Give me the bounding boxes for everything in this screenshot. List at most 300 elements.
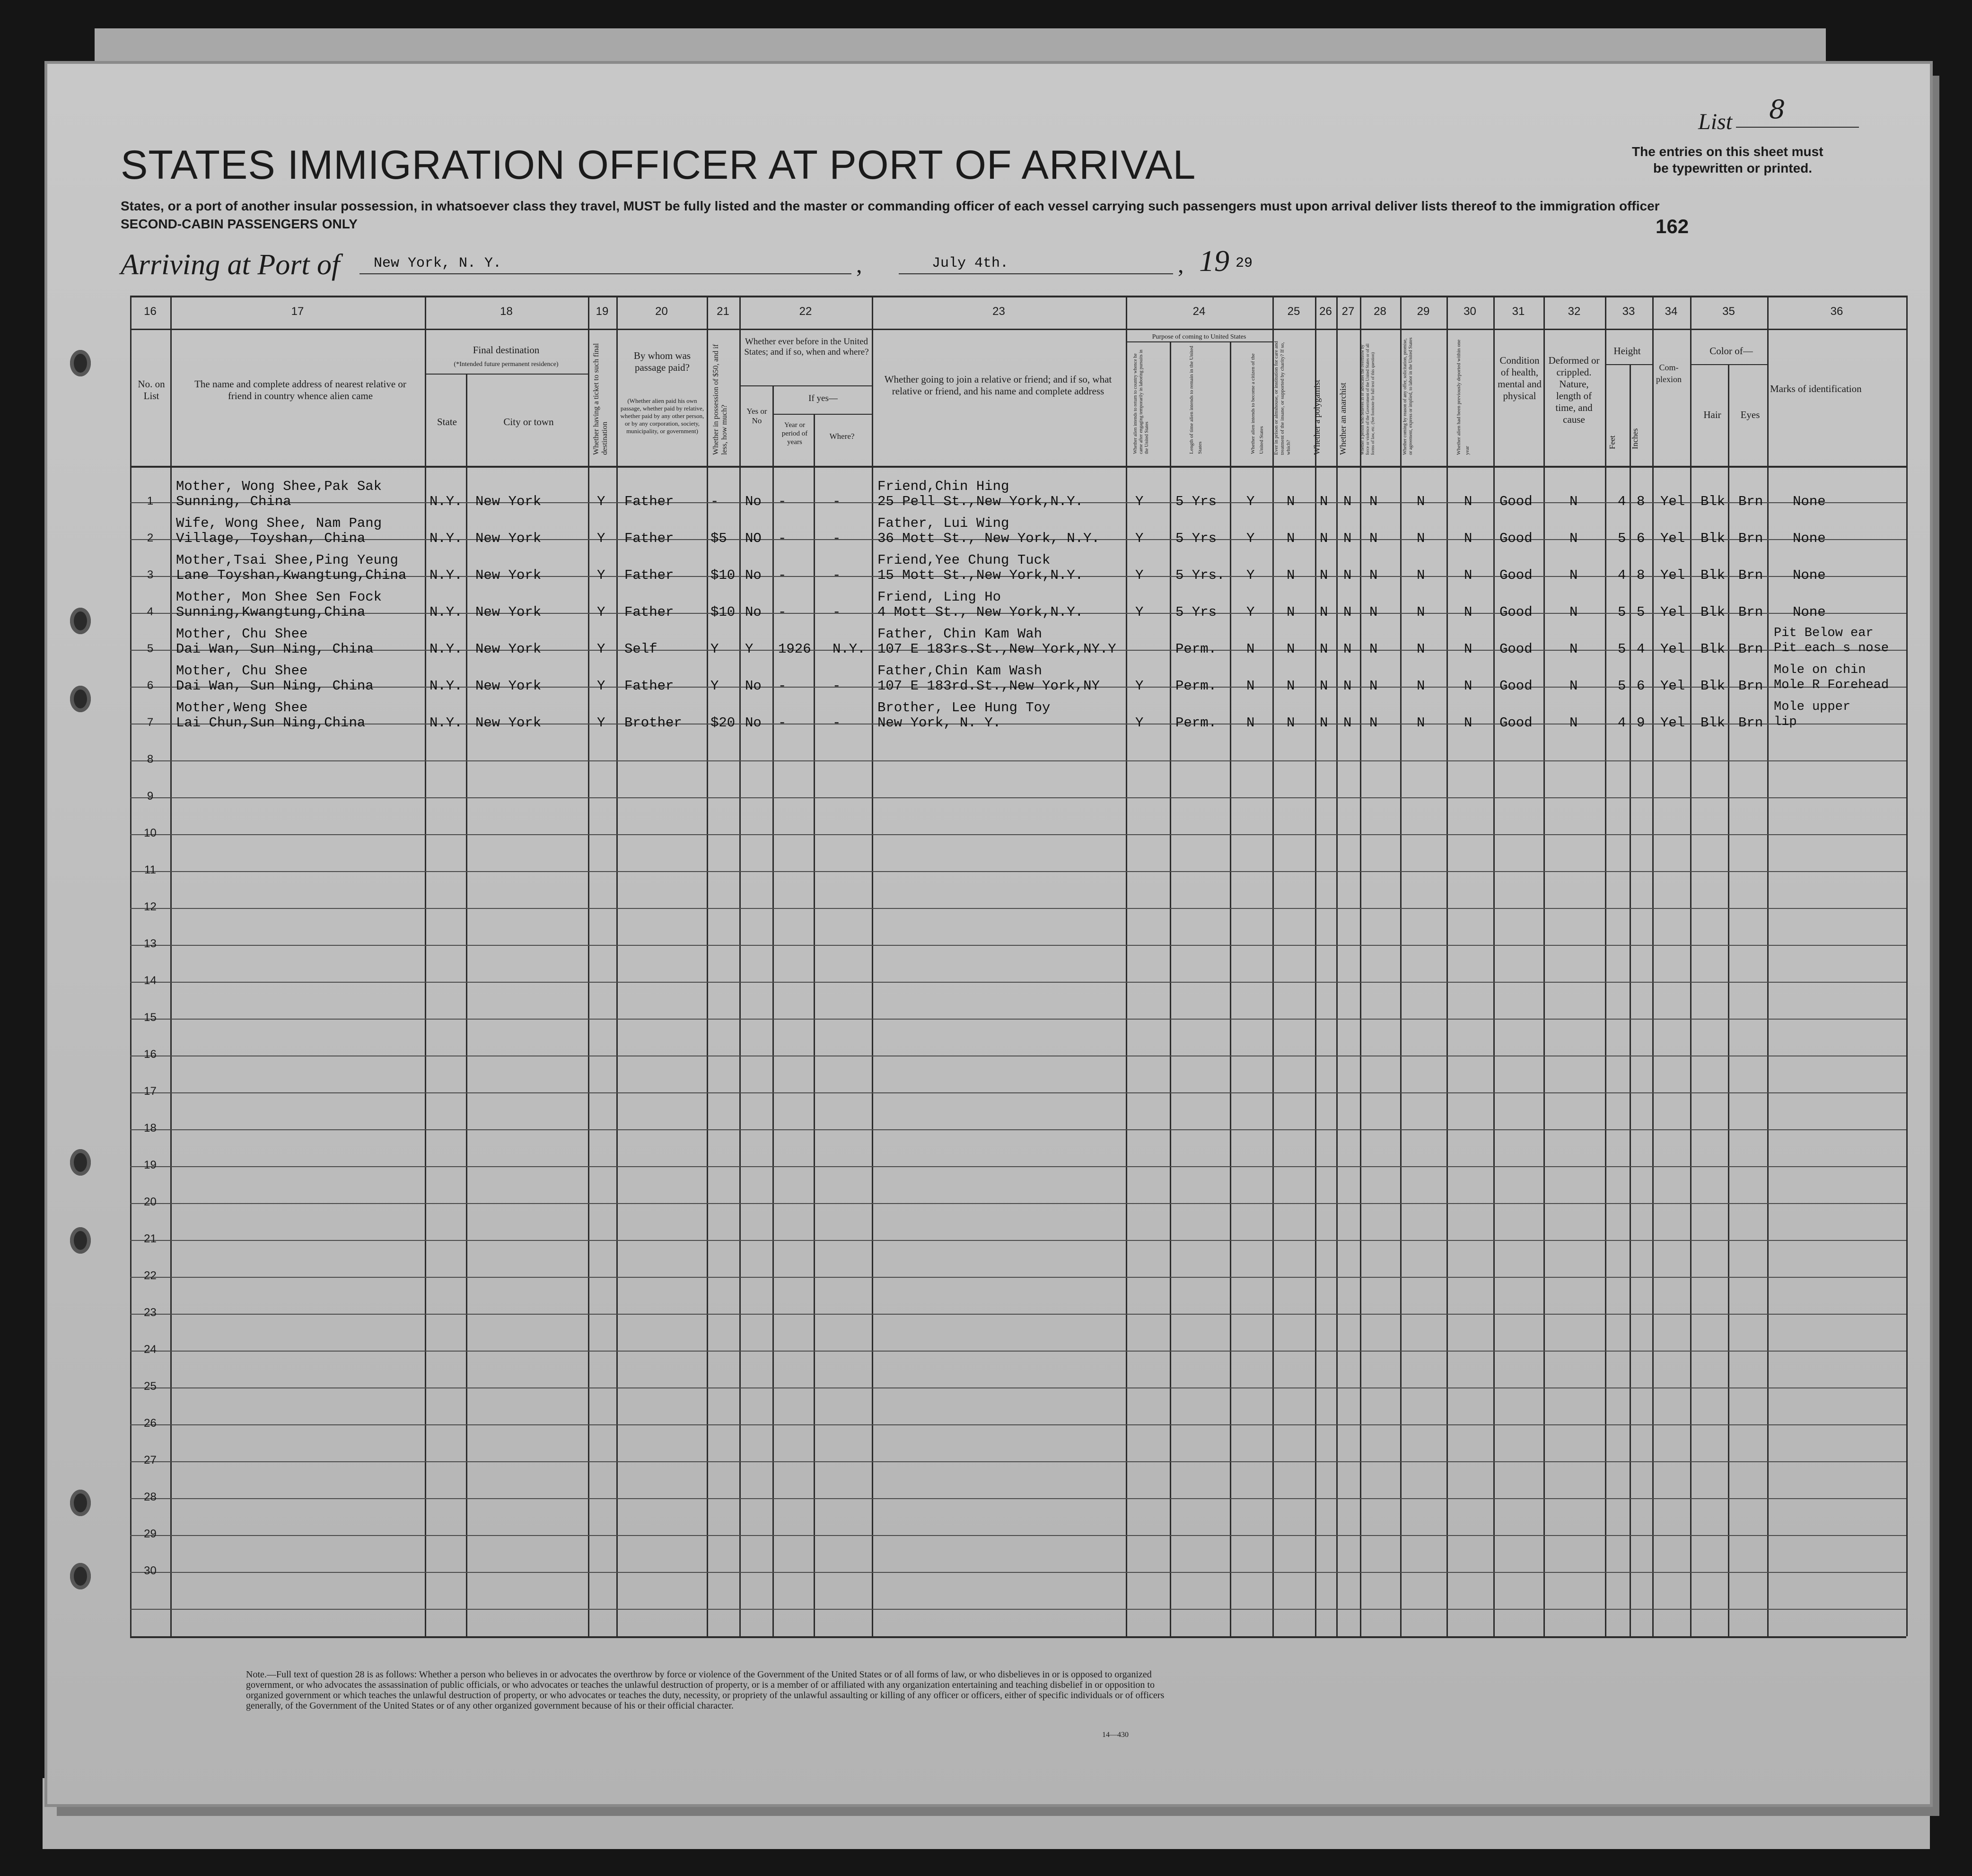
header-before-where: Where?: [829, 432, 855, 441]
col-27-answer: N: [1343, 494, 1352, 509]
column-number: 23: [992, 305, 1005, 318]
column-number: 21: [717, 305, 729, 318]
passage-paid-by: Father: [624, 567, 674, 583]
row-rule: [130, 1351, 1906, 1352]
height-inches: 5: [1637, 604, 1645, 620]
health-condition: Good: [1499, 715, 1533, 731]
row-rule: [130, 1203, 1906, 1204]
binder-hole: [70, 350, 91, 376]
destination-city: New York: [475, 678, 542, 694]
relative-name: Wife, Wong Shee, Nam Pang: [176, 515, 382, 531]
relative-name: Mother, Chu Shee: [176, 626, 308, 642]
arriving-label: Arriving at Port of: [121, 249, 340, 281]
purpose-citizen: N: [1246, 715, 1255, 731]
destination-state: N.Y.: [429, 715, 463, 731]
purpose-citizen: N: [1246, 641, 1255, 657]
relative-name: Mother,Weng Shee: [176, 700, 308, 715]
column-rule: [1652, 296, 1654, 1636]
ticket-flag: Y: [597, 641, 605, 657]
purpose-length: 5 Yrs: [1175, 494, 1217, 509]
deformed: N: [1569, 715, 1578, 731]
health-condition: Good: [1499, 604, 1533, 620]
col-27-answer: N: [1343, 678, 1352, 694]
height-inches: 6: [1637, 678, 1645, 694]
arrival-port: New York, N. Y.: [374, 255, 502, 271]
col-25-answer: N: [1287, 641, 1295, 657]
relative-address: Dai Wan, Sun Ning, China: [176, 641, 374, 657]
column-number: 19: [596, 305, 609, 318]
joining-person: Father,Chin Kam Wash: [877, 663, 1043, 679]
col-26-answer: N: [1320, 641, 1328, 657]
deformed: N: [1569, 531, 1578, 546]
header-complexion: Com-plexion: [1656, 363, 1682, 384]
joining-address: 25 Pell St.,New York,N.Y.: [877, 494, 1084, 509]
before-in-us: No: [745, 567, 762, 583]
instructions-line-1: The entries on this sheet must: [1632, 144, 1823, 159]
col-26-answer: N: [1320, 567, 1328, 583]
row-number: 11: [144, 864, 156, 876]
passage-paid-by: Father: [624, 678, 674, 694]
purpose-return: Y: [1135, 715, 1144, 731]
identification-marks: Pit Below ear: [1774, 626, 1874, 640]
before-where: -: [833, 678, 841, 694]
header-health: Condition of health, mental and physical: [1498, 355, 1542, 401]
header-join: Whether going to join a relative or friend; and if so, what relative or friend, and his name and complete address: [884, 374, 1112, 397]
intro-class: SECOND-CABIN PASSENGERS ONLY: [121, 217, 358, 231]
money-amount: Y: [710, 641, 719, 657]
col-29-answer: N: [1417, 641, 1425, 657]
column-number: 31: [1512, 305, 1525, 318]
purpose-length: 5 Yrs: [1175, 531, 1217, 546]
before-year: -: [778, 604, 787, 620]
complexion: Yel: [1660, 531, 1685, 546]
joining-person: Friend, Ling Ho: [877, 589, 1001, 605]
column-rule: [1728, 364, 1729, 1636]
joining-address: 4 Mott St., New York,N.Y.: [877, 604, 1084, 620]
passage-paid-by: Brother: [624, 715, 682, 731]
purpose-return: Y: [1135, 531, 1144, 546]
comma-separator: ,: [856, 251, 862, 278]
column-rule: [1272, 296, 1274, 1636]
purpose-citizen: N: [1246, 678, 1255, 694]
relative-name: Mother, Mon Shee Sen Fock: [176, 589, 382, 605]
eye-color: Brn: [1738, 567, 1763, 583]
height-inches: 9: [1637, 715, 1645, 731]
col-25-answer: N: [1287, 494, 1295, 509]
hair-color: Blk: [1700, 494, 1726, 509]
ticket-flag: Y: [597, 678, 605, 694]
column-rule: [872, 296, 873, 1636]
col-27-answer: N: [1343, 531, 1352, 546]
col-30-answer: N: [1464, 641, 1472, 657]
row-rule: [130, 871, 1906, 872]
header-col-25: Ever in prison or almshouse, or institution for care and treatment of the insane, or supported by charity? If so, which?: [1273, 341, 1291, 455]
relative-address: Dai Wan, Sun Ning, China: [176, 678, 374, 694]
row-rule: [130, 945, 1906, 946]
column-rule: [588, 296, 589, 1636]
money-amount: Y: [710, 678, 719, 694]
table-bottom-rule: [130, 1636, 1906, 1638]
row-number: 22: [144, 1269, 157, 1282]
row-number: 23: [144, 1306, 157, 1319]
row-number: 25: [144, 1380, 157, 1393]
destination-state: N.Y.: [429, 567, 463, 583]
header-money: Whether in possession of $50, and if less, how much?: [712, 344, 728, 455]
header-purpose-citizen: Whether alien intends to become a citizen of the United States: [1250, 353, 1264, 454]
identification-marks: Pit each s nose: [1774, 641, 1889, 655]
col-26-answer: N: [1320, 604, 1328, 620]
relative-address: Lai Chun,Sun Ning,China: [176, 715, 366, 731]
joining-person: Father, Chin Kam Wah: [877, 626, 1043, 642]
complexion: Yel: [1660, 604, 1685, 620]
complexion: Yel: [1660, 678, 1685, 694]
col-29-answer: N: [1417, 494, 1425, 509]
eye-color: Brn: [1738, 494, 1763, 509]
header-state: State: [437, 416, 457, 428]
height-inches: 6: [1637, 531, 1645, 546]
binder-hole: [70, 1563, 91, 1589]
row-number: 17: [144, 1085, 157, 1098]
hair-color: Blk: [1700, 641, 1726, 657]
row-number: 15: [144, 1011, 157, 1024]
row-rule: [130, 1277, 1906, 1278]
identification-marks: None: [1793, 604, 1826, 620]
column-rule: [466, 374, 467, 1636]
joining-address: 107 E 183rd.St.,New York,NY: [877, 678, 1100, 694]
column-number: 25: [1287, 305, 1300, 318]
col-28-answer: N: [1369, 715, 1378, 731]
manifest-sheet: [47, 64, 1930, 1804]
header-paid: By whom was passage paid?: [633, 350, 691, 373]
row-number: 20: [144, 1195, 157, 1208]
col-29-answer: N: [1417, 531, 1425, 546]
before-in-us: Y: [745, 641, 754, 657]
deformed: N: [1569, 604, 1578, 620]
column-rule: [1767, 296, 1769, 1636]
header-before-year: Year or period of years: [781, 421, 808, 446]
column-number: 16: [144, 305, 157, 318]
health-condition: Good: [1499, 641, 1533, 657]
column-rule: [1170, 341, 1171, 1636]
column-rule: [1493, 296, 1495, 1636]
column-number: 26: [1319, 305, 1332, 318]
header-no: No. on List: [138, 378, 165, 401]
binder-hole: [70, 1227, 91, 1254]
row-rule: [130, 1461, 1906, 1462]
money-amount: $20: [710, 715, 736, 731]
list-number-underline: [1736, 127, 1859, 128]
destination-city: New York: [475, 494, 542, 509]
header-height: Height: [1613, 345, 1641, 357]
joining-person: Friend,Chin Hing: [877, 479, 1009, 494]
before-where: -: [833, 567, 841, 583]
row-number: 5: [147, 642, 154, 655]
header-col-27: Whether an anarchist: [1338, 383, 1348, 455]
binder-hole: [70, 608, 91, 634]
passage-paid-by: Father: [624, 604, 674, 620]
before-year: -: [778, 715, 787, 731]
row-number: 9: [147, 790, 154, 803]
before-where: -: [833, 494, 841, 509]
row-rule: [130, 1166, 1906, 1167]
before-year: -: [778, 494, 787, 509]
header-city: City or town: [503, 416, 554, 428]
row-rule: [130, 1498, 1906, 1499]
row-rule: [130, 1387, 1906, 1388]
column-rule: [1690, 296, 1692, 1636]
header-purpose-return: Whether alien intends to return to country whence he came after engaging temporarily in laboring pursuits in the United States: [1133, 349, 1149, 454]
height-inches: 8: [1637, 567, 1645, 583]
column-number: 33: [1622, 305, 1635, 318]
row-number: 10: [144, 827, 157, 839]
before-where: -: [833, 604, 841, 620]
relative-address: Village, Toyshan, China: [176, 531, 366, 546]
row-rule: [130, 1129, 1906, 1130]
col-28-answer: N: [1369, 604, 1378, 620]
column-number: 30: [1464, 305, 1476, 318]
row-number: 6: [147, 679, 154, 692]
identification-marks: None: [1793, 494, 1826, 509]
purpose-length: Perm.: [1175, 641, 1217, 657]
header-hair: Hair: [1703, 409, 1721, 420]
col-28-answer: N: [1369, 494, 1378, 509]
height-inches: 8: [1637, 494, 1645, 509]
column-number: 32: [1568, 305, 1581, 318]
passage-paid-by: Father: [624, 531, 674, 546]
eye-color: Brn: [1738, 641, 1763, 657]
purpose-length: 5 Yrs: [1175, 604, 1217, 620]
header-bottom-rule: [130, 466, 1906, 468]
before-where: -: [833, 715, 841, 731]
header-col-30: Whether alien had been previously deported within one year: [1456, 339, 1470, 455]
header-final-destination: Final destination: [473, 344, 540, 356]
height-feet: 5: [1618, 604, 1626, 620]
col-26-answer: N: [1320, 678, 1328, 694]
binder-hole: [70, 1149, 91, 1176]
money-amount: $5: [710, 531, 727, 546]
column-rule: [1605, 296, 1606, 1636]
row-rule: [130, 1535, 1906, 1536]
hair-color: Blk: [1700, 604, 1726, 620]
column-number: 35: [1722, 305, 1735, 318]
ticket-flag: Y: [597, 531, 605, 546]
row-rule: [130, 1572, 1906, 1573]
column-rule: [772, 385, 774, 1636]
ticket-flag: Y: [597, 604, 605, 620]
column-rule: [1360, 296, 1361, 1636]
relative-name: Mother, Chu Shee: [176, 663, 308, 679]
arrival-date: July 4th.: [932, 255, 1009, 271]
subheader-rule: [1605, 364, 1652, 365]
destination-state: N.Y.: [429, 604, 463, 620]
header-feet: Feet: [1608, 435, 1617, 449]
eye-color: Brn: [1738, 678, 1763, 694]
column-number: 22: [799, 305, 812, 318]
complexion: Yel: [1660, 494, 1685, 509]
col-25-answer: N: [1287, 715, 1295, 731]
column-number: 29: [1417, 305, 1430, 318]
row-number: 12: [144, 900, 157, 913]
hair-color: Blk: [1700, 567, 1726, 583]
form-code: 14—430: [1102, 1731, 1129, 1739]
complexion: Yel: [1660, 567, 1685, 583]
column-rule: [425, 296, 426, 1636]
row-number: 30: [144, 1564, 157, 1577]
row-number: 4: [147, 605, 154, 618]
relative-address: Lane Toyshan,Kwangtung,China: [176, 567, 407, 583]
header-col-29: Whether coming by reason of any offer, solicitation, promise, or agreement, express or implied, to labor in the United States: [1402, 337, 1413, 455]
header-before-yesno: Yes or No: [746, 407, 767, 425]
destination-state: N.Y.: [429, 678, 463, 694]
subheader-rule: [739, 385, 872, 386]
col-28-answer: N: [1369, 641, 1378, 657]
joining-address: 15 Mott St.,New York,N.Y.: [877, 567, 1084, 583]
col-29-answer: N: [1417, 604, 1425, 620]
relative-name: Mother, Wong Shee,Pak Sak: [176, 479, 382, 494]
before-in-us: No: [745, 715, 762, 731]
purpose-return: Y: [1135, 604, 1144, 620]
page-number: 162: [1656, 215, 1689, 237]
binder-hole: [70, 1490, 91, 1516]
col-28-answer: N: [1369, 531, 1378, 546]
column-rule: [1126, 296, 1127, 1636]
destination-city: New York: [475, 715, 542, 731]
header-before-ifyes: If yes—: [808, 393, 838, 403]
deformed: N: [1569, 494, 1578, 509]
identification-marks: Mole upper: [1774, 700, 1851, 714]
row-number: 2: [147, 532, 154, 544]
money-amount: $10: [710, 604, 736, 620]
destination-state: N.Y.: [429, 641, 463, 657]
purpose-length: 5 Yrs.: [1175, 567, 1225, 583]
column-rule: [1230, 341, 1231, 1636]
list-number: 8: [1769, 95, 1786, 124]
header-col-28: Whether a person who believes in or advocates the overthrow by force or violence of the Government of the United States or of all forms of law, etc. (See footnote for full text of this question): [1360, 343, 1375, 455]
height-feet: 5: [1618, 678, 1626, 694]
column-rule: [170, 296, 172, 1636]
header-col-26: Whether a polygamist: [1312, 380, 1322, 455]
column-rule: [739, 296, 741, 1636]
column-rule: [1906, 296, 1908, 1636]
height-feet: 5: [1618, 531, 1626, 546]
row-rule: [130, 760, 1906, 761]
col-30-answer: N: [1464, 715, 1472, 731]
purpose-citizen: Y: [1246, 531, 1255, 546]
col-29-answer: N: [1417, 567, 1425, 583]
col-27-answer: N: [1343, 604, 1352, 620]
destination-city: New York: [475, 531, 542, 546]
row-number: 27: [144, 1454, 157, 1466]
header-paid-note: (Whether alien paid his own passage, whether paid by relative, whether paid by any other person, or by any corporation, society, municipality, or government): [620, 397, 704, 435]
header-marks: Marks of identification: [1770, 383, 1862, 394]
purpose-return: Y: [1135, 567, 1144, 583]
header-relative: The name and complete address of nearest relative or friend in country whence alien came: [194, 378, 406, 401]
passage-paid-by: Father: [624, 494, 674, 509]
col-27-answer: N: [1343, 715, 1352, 731]
height-feet: 4: [1618, 715, 1626, 731]
col-26-answer: N: [1320, 494, 1328, 509]
col-26-answer: N: [1320, 531, 1328, 546]
col-28-answer: N: [1369, 567, 1378, 583]
row-number: 16: [144, 1048, 157, 1061]
column-rule: [1336, 296, 1338, 1636]
row-rule: [130, 1609, 1906, 1610]
header-final-destination-note: (*Intended future permanent residence): [454, 361, 559, 368]
purpose-citizen: Y: [1246, 604, 1255, 620]
joining-address: 36 Mott St., New York, N.Y.: [877, 531, 1100, 546]
health-condition: Good: [1499, 531, 1533, 546]
complexion: Yel: [1660, 715, 1685, 731]
joining-person: Brother, Lee Hung Toy: [877, 700, 1051, 715]
eye-color: Brn: [1738, 604, 1763, 620]
table-top-rule: [130, 296, 1906, 297]
height-inches: 4: [1637, 641, 1645, 657]
identification-marks: Mole R Forehead: [1774, 678, 1889, 692]
col-30-answer: N: [1464, 531, 1472, 546]
height-feet: 4: [1618, 494, 1626, 509]
identification-marks: None: [1793, 531, 1826, 546]
row-number: 8: [147, 753, 154, 766]
col-29-answer: N: [1417, 715, 1425, 731]
row-rule: [130, 1092, 1906, 1093]
destination-city: New York: [475, 641, 542, 657]
year-prefix: 19: [1199, 244, 1229, 278]
ticket-flag: Y: [597, 715, 605, 731]
row-number: 18: [144, 1122, 157, 1134]
date-underline: [899, 273, 1173, 274]
hair-color: Blk: [1700, 678, 1726, 694]
footnote: Note.—Full text of question 28 is as follows: Whether a person who believes in or advocates the overthrow by force or violence of the Government of the United States or of all forms of law, or who disbelieves in or is opposed to organized government, or who advocates the assassination of public officials, or who advocates or teaches the unlawful destruction of property, or is a member of or affiliated with any organization entertaining and teaching disbelief in or opposition to organized government or which teaches the unlawful destruction of property, or who advocates or teaches the duty, necessity, or propriety of the unlawful assaulting or killing of any officer or officers, either of specific individuals or of officers generally, of the Government of the United States or of any other organized government because of his or their official character.: [246, 1669, 1165, 1711]
row-rule: [130, 834, 1906, 835]
purpose-length: Perm.: [1175, 715, 1217, 731]
column-number: 20: [655, 305, 668, 318]
eye-color: Brn: [1738, 715, 1763, 731]
height-feet: 5: [1618, 641, 1626, 657]
column-rule: [1543, 296, 1545, 1636]
joining-person: Friend,Yee Chung Tuck: [877, 552, 1051, 568]
money-amount: $10: [710, 567, 736, 583]
eye-color: Brn: [1738, 531, 1763, 546]
col-25-answer: N: [1287, 604, 1295, 620]
purpose-citizen: Y: [1246, 494, 1255, 509]
row-number: 14: [144, 974, 157, 987]
joining-address: New York, N. Y.: [877, 715, 1001, 731]
binder-hole: [70, 686, 91, 712]
row-rule: [130, 797, 1906, 798]
purpose-return: Y: [1135, 494, 1144, 509]
row-rule: [130, 908, 1906, 909]
column-number: 34: [1665, 305, 1678, 318]
before-year: -: [778, 678, 787, 694]
column-number: 24: [1192, 305, 1206, 318]
column-number: 36: [1830, 305, 1843, 318]
year-suffix: 29: [1236, 255, 1253, 271]
header-color-of: Color of—: [1709, 345, 1753, 357]
column-number: 28: [1374, 305, 1386, 318]
hair-color: Blk: [1700, 715, 1726, 731]
header-eyes: Eyes: [1740, 409, 1760, 420]
deformed: N: [1569, 641, 1578, 657]
health-condition: Good: [1499, 494, 1533, 509]
subheader-rule: [425, 374, 588, 375]
row-rule: [130, 1314, 1906, 1315]
header-deformed: Deformed or crippled. Nature, length of time, and cause: [1548, 355, 1600, 425]
col-25-answer: N: [1287, 531, 1295, 546]
row-number: 19: [144, 1159, 157, 1171]
relative-name: Mother,Tsai Shee,Ping Yeung: [176, 552, 398, 568]
health-condition: Good: [1499, 678, 1533, 694]
row-number: 26: [144, 1417, 157, 1430]
